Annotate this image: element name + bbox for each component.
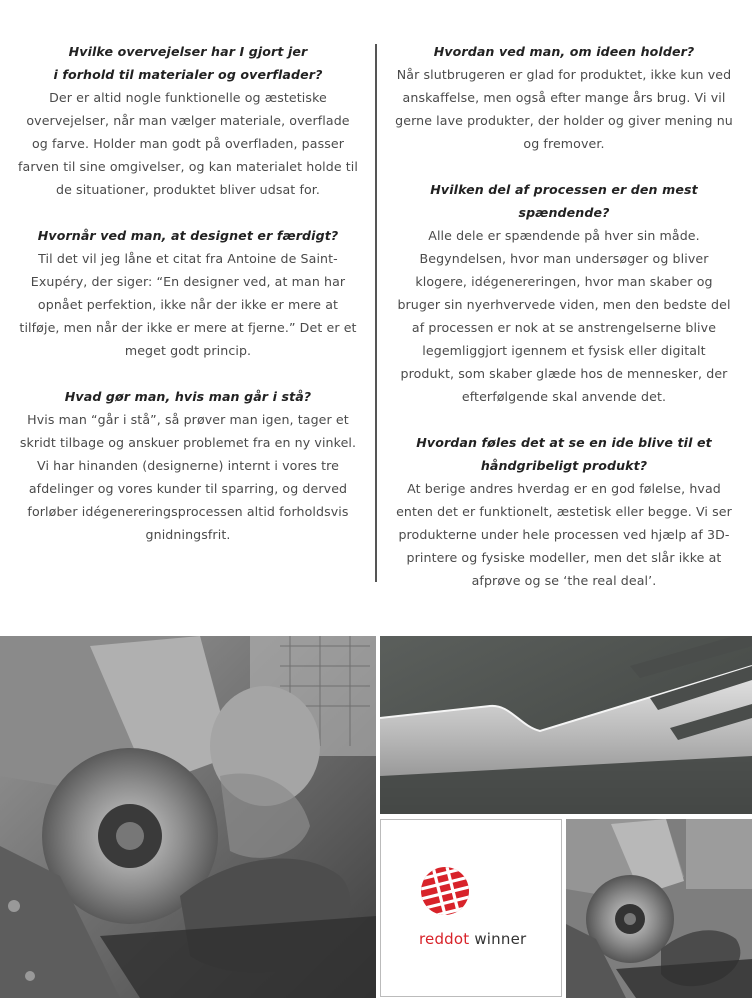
- reddot-winner-label: [419, 930, 526, 948]
- qa-block: [18, 40, 358, 201]
- question-line: Hvornår ved man, at designet er færdigt?: [37, 228, 339, 243]
- qa-block: [394, 178, 734, 408]
- question-line: Hvilken del af processen er den mest spændende?: [430, 182, 698, 220]
- left-column: [18, 40, 358, 569]
- answer-text: At berige andres hverdag er en god følelse, hvad enten det er funktionelt, æstetisk eller begge. Vi ser produkterne under hele processen ved hjælp af 3D-printere og fysiske modeller, men det slår ikke at afprøve og se ‘the real deal’.: [396, 481, 732, 588]
- question-line: håndgribeligt produkt?: [480, 458, 648, 473]
- reddot-word: reddot: [419, 930, 470, 948]
- question-line: i forhold til materialer og overflader?: [53, 67, 323, 82]
- answer-text: Alle dele er spændende på hver sin måde. Begyndelsen, hvor man undersøger og bliver klogere, idégenereringen, hvor man skaber og bruger sin nyerhvervede viden, men den bedste del af processen er nok at se anstrengelserne blive legemliggjort igennem et fysisk eller digitalt produkt, som skaber glæde hos de mennesker, der efterfølgende skal anvende det.: [397, 228, 731, 404]
- right-column: [394, 40, 734, 615]
- reddot-logo: [419, 865, 471, 917]
- question-line: Hvad gør man, hvis man går i stå?: [64, 389, 312, 404]
- qa-block: [394, 431, 734, 592]
- answer-text: Hvis man “går i stå”, så prøver man igen, tager et skridt tilbage og anskuer problemet fra en ny vinkel. Vi har hinanden (designerne) internt i vores tre afdelinger og vores kunder til sparring, og derved forløber idégenereringsprocessen altid forholdsvis gnidningsfrit.: [19, 412, 357, 542]
- column-divider: [375, 44, 377, 582]
- qa-block: [18, 385, 358, 546]
- fork-closeup-photo: [380, 636, 752, 814]
- qa-block: [394, 40, 734, 155]
- reddot-badge: [380, 819, 562, 997]
- winner-word: winner: [469, 930, 527, 948]
- answer-text: Der er altid nogle funktionelle og æstetiske overvejelser, når man vælger materiale, overflade og farve. Holder man godt på overfladen, passer farven til sine omgivelser, og kan materialet holde til de situationer, produktet bliver udsat for.: [18, 90, 359, 197]
- qa-block: [18, 224, 358, 362]
- grinding-machine-small-photo: [566, 819, 752, 998]
- question-line: Hvordan føles det at se en ide blive til et: [416, 435, 712, 450]
- answer-text: Til det vil jeg låne et citat fra Antoine de Saint-Exupéry, der siger: “En designer ved, at man har opnået perfektion, ikke når der ikke er mere at tilføje, men når der ikke er mere at fjerne.” Det er et meget godt princip.: [19, 251, 357, 358]
- answer-text: Når slutbrugeren er glad for produktet, ikke kun ved anskaffelse, men også efter mange års brug. Vi vil gerne lave produkter, der holder og giver mening nu og fremover.: [395, 67, 733, 151]
- question-line: Hvilke overvejelser har I gjort jer: [68, 44, 308, 59]
- question-line: Hvordan ved man, om ideen holder?: [433, 44, 695, 59]
- grinding-machine-photo: [0, 636, 376, 998]
